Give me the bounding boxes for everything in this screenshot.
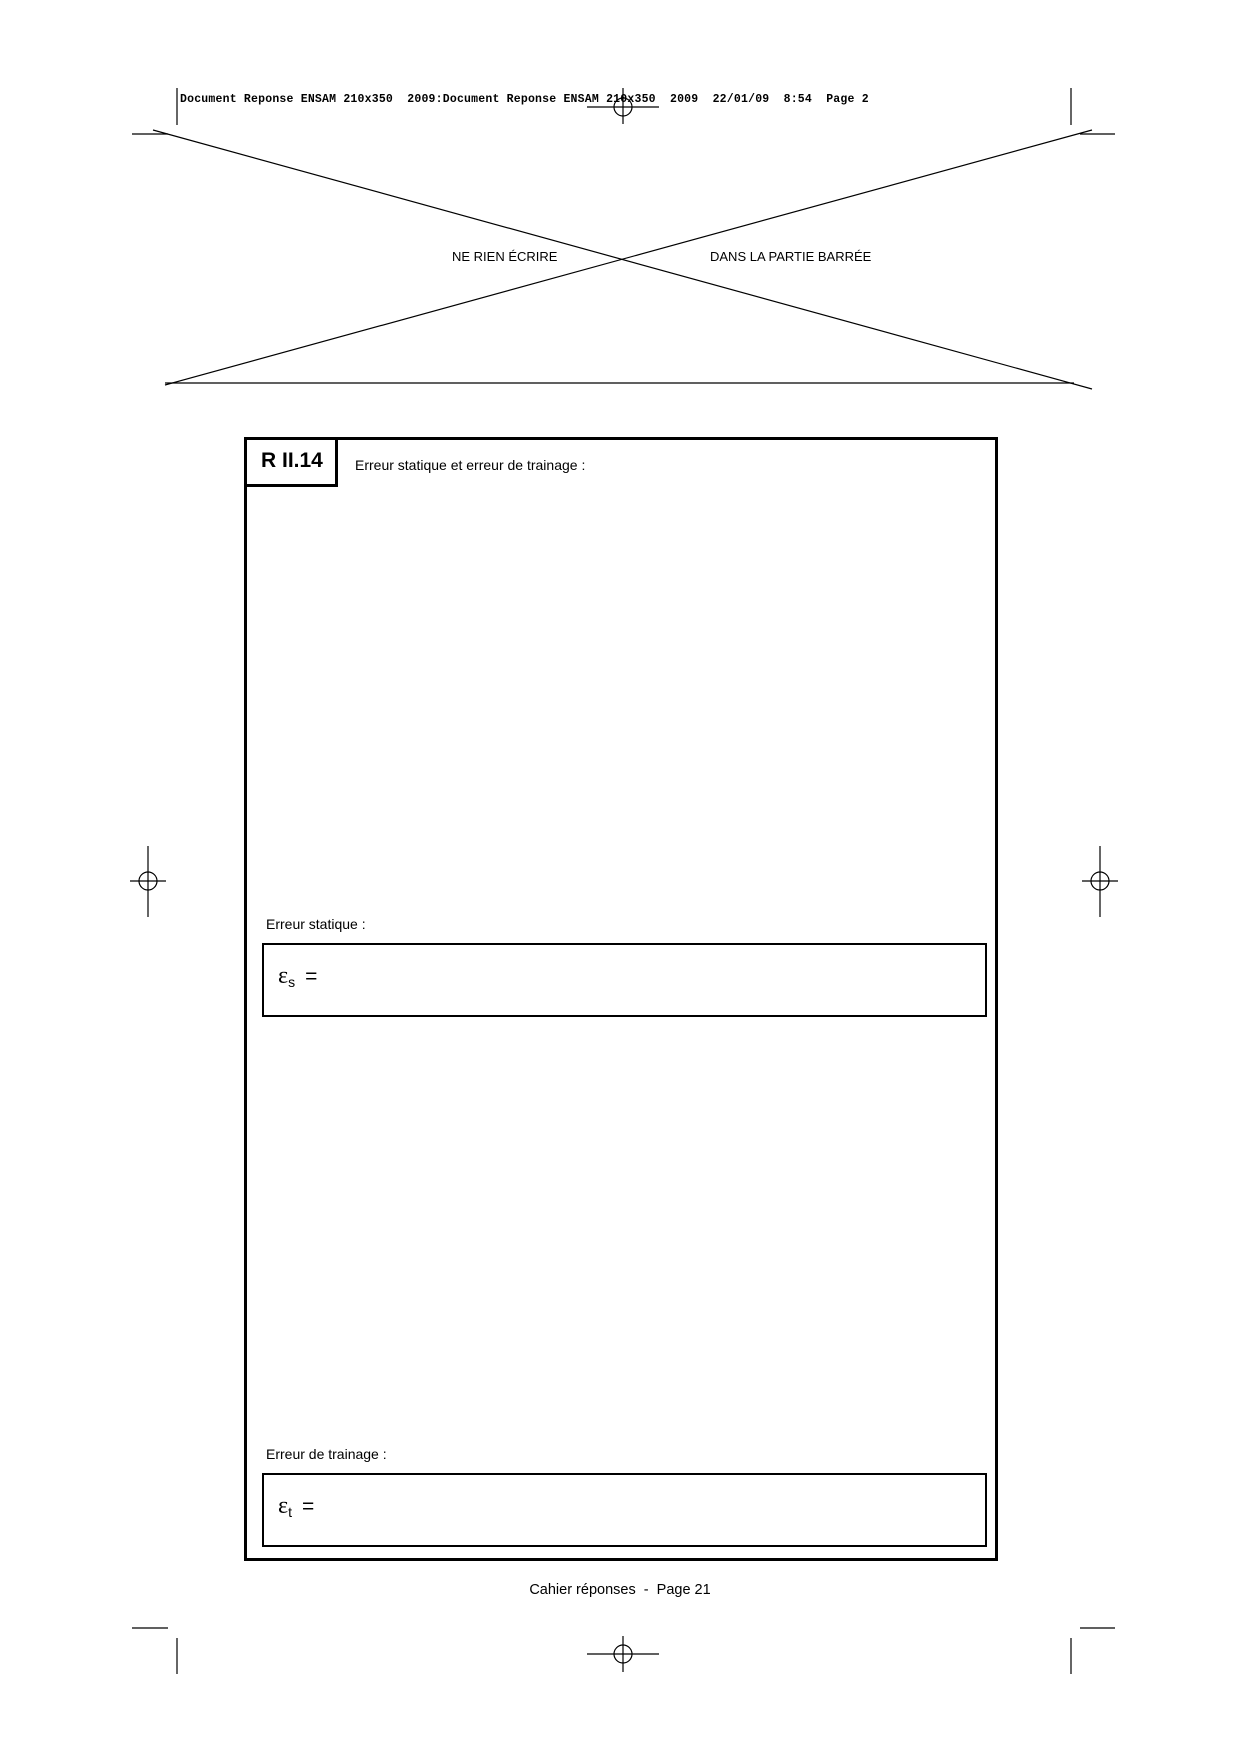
do-not-write-text-left: NE RIEN ÉCRIRE xyxy=(452,249,558,264)
trailing-error-label: Erreur de trainage : xyxy=(266,1446,387,1462)
answer-box-title: Erreur statique et erreur de trainage : xyxy=(355,457,586,473)
epsilon-symbol: ε xyxy=(278,1493,289,1519)
trailing-error-formula xyxy=(278,1493,314,1520)
do-not-write-text-right: DANS LA PARTIE BARRÉE xyxy=(710,249,872,264)
static-error-formula xyxy=(278,963,317,990)
print-slug-header: Document Reponse ENSAM 210x350 2009:Document Reponse ENSAM 210x350 2009 22/01/09 8:54 Page 2 xyxy=(180,93,869,106)
page-footer: Cahier réponses - Page 21 xyxy=(529,1582,711,1598)
subscript-s: s xyxy=(288,974,296,990)
epsilon-symbol: ε xyxy=(278,963,289,989)
trailing-error-answer-field[interactable] xyxy=(262,1473,987,1547)
static-error-answer-field[interactable] xyxy=(262,943,987,1017)
equals-sign: = xyxy=(305,965,318,988)
registration-mark-left xyxy=(130,846,166,917)
equals-sign: = xyxy=(301,1495,315,1518)
static-error-label: Erreur statique : xyxy=(266,916,366,932)
question-reference-tag: R II.14 xyxy=(247,440,338,487)
registration-mark-bottom xyxy=(587,1636,659,1672)
crossed-out-area xyxy=(153,130,1092,389)
registration-mark-right xyxy=(1082,846,1118,917)
subscript-t: t xyxy=(288,1504,292,1520)
answer-box-r-ii-14 xyxy=(244,437,998,1561)
